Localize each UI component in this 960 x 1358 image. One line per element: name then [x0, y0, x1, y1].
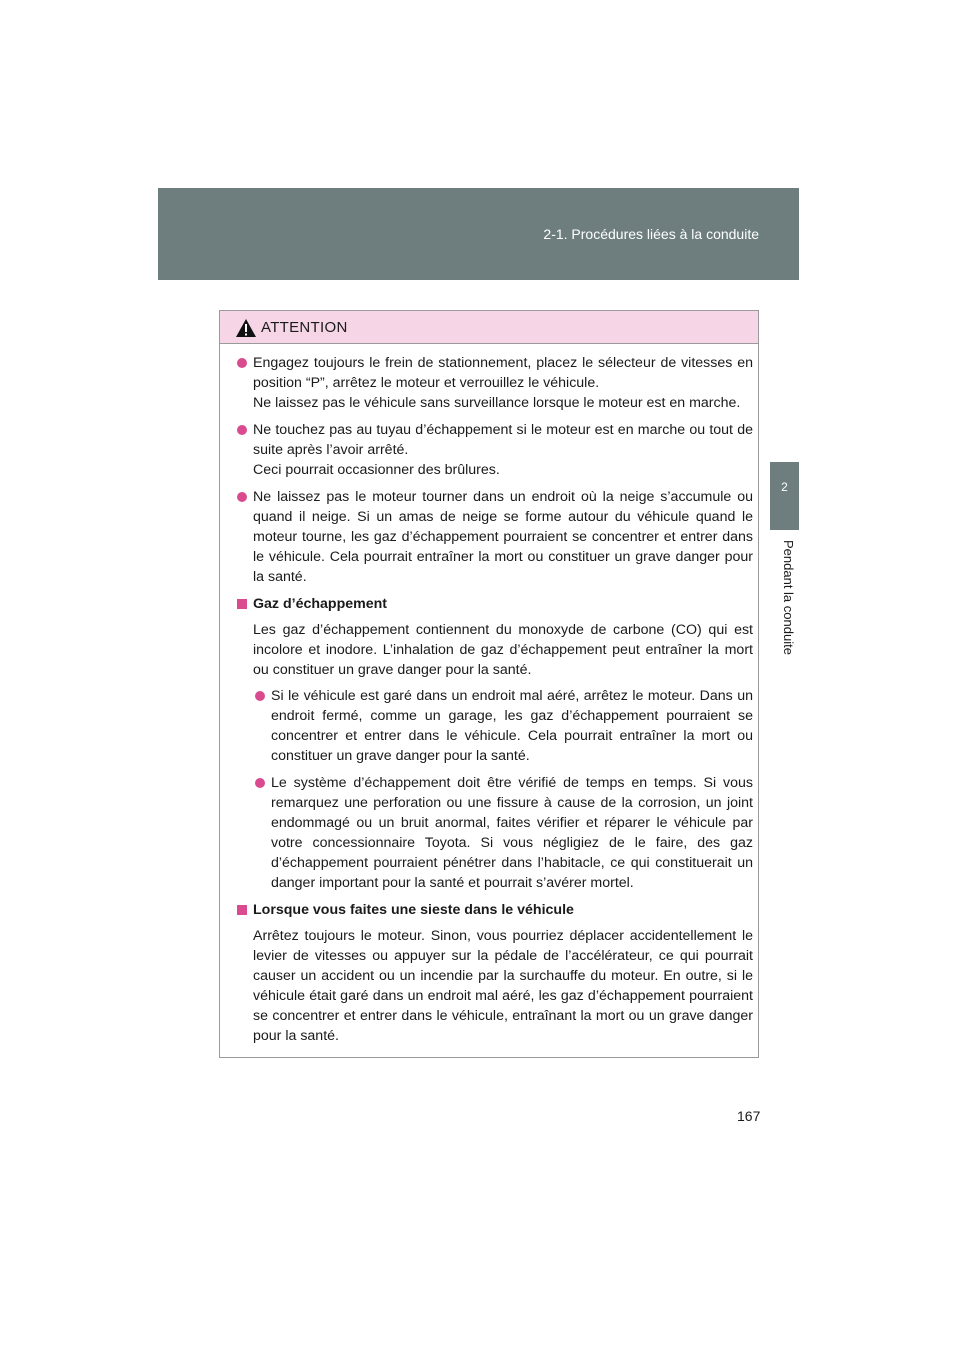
caution-box [219, 310, 759, 1058]
bullet-text: Ceci pourrait occasionner des brûlures. [253, 462, 500, 478]
chapter-label: Pendant la conduite [781, 540, 796, 655]
bullet-text: Engagez toujours le frein de stationnement, placez le sélecteur de vitesses en position “P”, arrêtez le moteur et verrouillez le véhicule. [253, 355, 753, 391]
caution-bullet [237, 487, 753, 587]
sub-bullet [255, 773, 753, 893]
sub-bullet-list [237, 686, 753, 893]
bullet-text: Le système d’échappement doit être vérifié de temps en temps. Si vous remarquez une perforation ou une fissure à cause de la corrosion, un joint endommagé ou un bruit anormal, faites vérifier et réparer le véhicule par votre concessionnaire Toyota. Si vous négligiez de le faire, des gaz d’échappement pourraient pénétrer dans l’habitacle, ce qui constituerait un danger important pour la santé et pourrait s’avérer mortel. [271, 775, 753, 891]
section-title: 2-1. Procédures liées à la conduite [543, 226, 759, 242]
square-bullet-icon [237, 599, 247, 609]
bullet-text: Si le véhicule est garé dans un endroit mal aéré, arrêtez le moteur. Dans un endroit fermé, comme un garage, les gaz d’échappement pourraient se concentrer et entrer dans le véhicule. Cela pourrait entraîner la mort ou constituer un grave danger pour la santé. [271, 688, 753, 764]
bullet-dot-icon [255, 778, 265, 788]
section-heading [237, 594, 753, 614]
caution-header [220, 311, 758, 344]
section-paragraph: Les gaz d’échappement contiennent du monoxyde de carbone (CO) qui est incolore et inodore. L’inhalation de gaz d’échappement peut entraîner la mort ou constituer un grave danger pour la santé. [253, 622, 753, 678]
warning-triangle-icon [235, 318, 257, 338]
caution-body [220, 344, 758, 1046]
section-heading-text: Gaz d’échappement [253, 596, 388, 612]
bullet-dot-icon [255, 691, 265, 701]
caution-bullet [237, 353, 753, 413]
section-paragraph: Arrêtez toujours le moteur. Sinon, vous pourriez déplacer accidentellement le levier de vitesses ou appuyer sur la pédale de l’accélérateur, ce qui pourrait causer un accident ou un incendie par la surchauffe du moteur. En outre, si le véhicule était garé dans un endroit mal aéré, les gaz d’échappement pourraient se concentrer et entrer dans le véhicule, entraînant la mort ou un grave danger pour la santé. [253, 928, 753, 1044]
sub-bullet [255, 686, 753, 766]
caution-bullet [237, 420, 753, 480]
bullet-dot-icon [237, 358, 247, 368]
bullet-dot-icon [237, 425, 247, 435]
page-number: 167 [737, 1108, 761, 1124]
header-band [158, 188, 799, 280]
chapter-tab [770, 462, 799, 530]
bullet-dot-icon [237, 492, 247, 502]
caution-title: ATTENTION [261, 319, 348, 336]
chapter-number: 2 [781, 480, 788, 494]
bullet-text: Ne touchez pas au tuyau d’échappement si le moteur est en marche ou tout de suite après l’avoir arrêté. [253, 422, 753, 458]
bullet-text: Ne laissez pas le moteur tourner dans un endroit où la neige s’accumule ou quand il neige. Si un amas de neige se forme autour du véhicule quand le moteur tourne, les gaz d’échappement pourraient se concentrer et entrer dans le véhicule. Cela pourrait entraîner la mort ou constituer un grave danger pour la santé. [253, 489, 753, 585]
section-heading [237, 900, 753, 920]
bullet-text: Ne laissez pas le véhicule sans surveillance lorsque le moteur est en marche. [253, 395, 741, 411]
square-bullet-icon [237, 905, 247, 915]
section-heading-text: Lorsque vous faites une sieste dans le véhicule [253, 902, 574, 918]
